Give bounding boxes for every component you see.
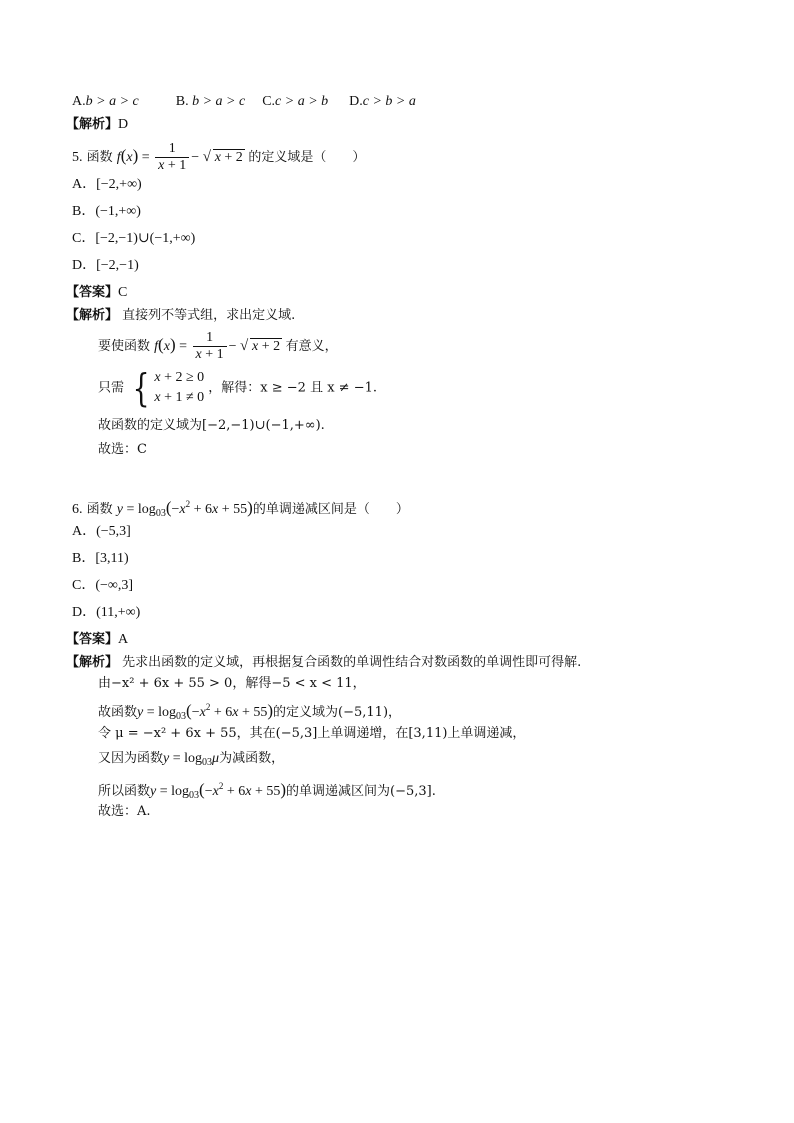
q6-analysis-label: 【解析】 bbox=[66, 655, 119, 670]
q5-line1-suffix: 有意义， bbox=[285, 339, 338, 354]
q4-option-a-label: A. bbox=[72, 94, 86, 109]
q4-option-a-text: b > a > c bbox=[85, 94, 139, 109]
q6-answer bbox=[66, 631, 128, 649]
q5-analysis bbox=[66, 307, 295, 325]
q5-option-a: A．[−2,+∞) bbox=[72, 177, 142, 192]
q4-analysis bbox=[66, 116, 128, 134]
q6-stem-prefix: 函数 bbox=[86, 502, 113, 517]
q5-solution-line-2 bbox=[98, 368, 377, 409]
q5-stem-suffix: 的定义域是（ ） bbox=[248, 150, 366, 165]
q6-stem bbox=[72, 495, 409, 523]
q5-function: f(x) = $\frac{1}{x + 1}$ − √ x + 2 bbox=[117, 150, 249, 165]
q6-solution-line-6: 故选：A. bbox=[98, 804, 151, 819]
q6-solution-line-2 bbox=[98, 698, 401, 726]
q5-inequality-system: { x + 2 ≥ 0 x + 1 ≠ 0 bbox=[132, 366, 205, 410]
q5-analysis-label: 【解析】 bbox=[66, 308, 119, 323]
q6-line2-prefix: 故函数 bbox=[98, 705, 138, 720]
q4-options bbox=[72, 93, 416, 111]
q6-line5-suffix: 的单调递减区间为(−5,3]. bbox=[286, 784, 436, 799]
q6-option-b: B．[3,11) bbox=[72, 551, 129, 566]
q6-line2-function: $y = \log_{03}(-x^2 + 6x + 55)$ bbox=[137, 701, 274, 722]
q6-line4-prefix: 又因为函数 bbox=[98, 751, 164, 766]
q5-answer-value: C bbox=[118, 285, 128, 300]
q6-answer-value: A bbox=[118, 632, 129, 647]
q6-option-c: C．(−∞,3] bbox=[72, 578, 134, 593]
q5-solution-line-3: 故函数的定义域为[−2,−1)∪(−1,+∞). bbox=[98, 418, 325, 433]
q4-option-d-label: D. bbox=[349, 94, 363, 109]
q4-option-c-label: C. bbox=[262, 94, 276, 109]
q4-option-d-text: c > b > a bbox=[362, 94, 416, 109]
q5-analysis-text: 直接列不等式组，求出定义域. bbox=[122, 308, 296, 323]
q5-line2-prefix: 只需 bbox=[98, 380, 125, 396]
q6-line2-suffix: 的定义域为(−5,11)， bbox=[273, 705, 402, 720]
q5-solution-line-1 bbox=[98, 325, 338, 367]
q6-answer-label: 【答案】 bbox=[66, 632, 119, 647]
q5-answer-label: 【答案】 bbox=[66, 285, 119, 300]
q4-analysis-label: 【解析】 bbox=[66, 117, 119, 132]
q4-option-b-text: b > a > c bbox=[192, 94, 246, 109]
q6-line5-function: $y = \log_{03}(-x^2 + 6x + 55)$ bbox=[150, 780, 287, 801]
q6-stem-suffix: 的单调递减区间是（ ） bbox=[252, 502, 409, 517]
q4-analysis-value: D bbox=[118, 117, 129, 132]
q5-option-c: C．[−2,−1)∪(−1,+∞) bbox=[72, 231, 196, 246]
q6-analysis-text: 先求出函数的定义域，再根据复合函数的单调性结合对数函数的单调性即可得解. bbox=[122, 655, 582, 670]
q5-option-d: D．[−2,−1) bbox=[72, 258, 139, 273]
q5-stem bbox=[72, 136, 365, 178]
q6-line4-function: $y = \log_{03}\mu$ bbox=[163, 751, 220, 768]
q5-answer bbox=[66, 284, 127, 302]
q6-option-d: D．(11,+∞) bbox=[72, 605, 141, 620]
q5-stem-prefix: 函数 bbox=[86, 150, 113, 165]
q6-option-a: A．(−5,3] bbox=[72, 524, 131, 539]
q6-solution-line-3: 令 μ = −x² + 6x + 55，其在(−5,3]上单调递增，在[3,11)上单调递减， bbox=[98, 726, 526, 741]
q5-number: 5. bbox=[72, 150, 83, 165]
q6-number: 6. bbox=[72, 502, 83, 517]
q6-analysis bbox=[66, 654, 581, 672]
q5-line1-prefix: 要使函数 bbox=[98, 339, 151, 354]
q6-line4-suffix: 为减函数， bbox=[219, 751, 285, 766]
q4-option-b-label: B. bbox=[175, 94, 189, 109]
q4-option-c-text: c > a > b bbox=[275, 94, 329, 109]
q6-solution-line-5 bbox=[98, 777, 436, 805]
q6-function: $y = \log_{03}(-x^2 + 6x + 55)$ bbox=[116, 498, 253, 519]
q5-line2-suffix: ，解得：x ≥ −2 且 x ≠ −1. bbox=[208, 380, 377, 396]
q5-line1-function: f(x) = $\frac{1}{x + 1}$ − √ x + 2 bbox=[154, 339, 286, 354]
q6-line5-prefix: 所以函数 bbox=[98, 784, 151, 799]
q5-option-b: B．(−1,+∞) bbox=[72, 204, 141, 219]
q6-solution-line-4 bbox=[98, 750, 284, 772]
q5-solution-line-4: 故选：C bbox=[98, 442, 147, 457]
q6-solution-line-1: 由−x² + 6x + 55 > 0，解得−5 < x < 11， bbox=[98, 676, 366, 691]
